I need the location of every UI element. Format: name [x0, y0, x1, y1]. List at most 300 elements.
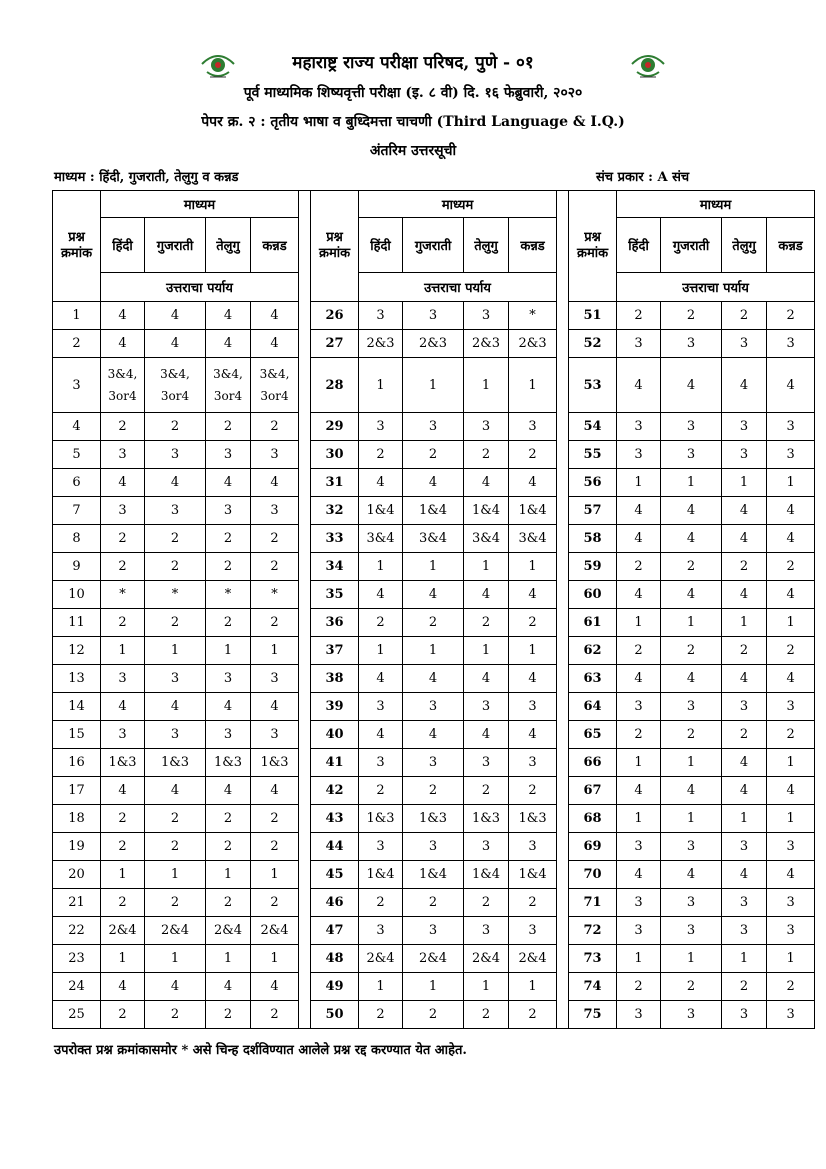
- answer-cell: 4: [464, 665, 509, 693]
- table-row: [53, 330, 815, 358]
- answer-cell: 1: [509, 637, 557, 665]
- question-number: 57: [569, 497, 617, 525]
- answer-cell: 4: [101, 777, 145, 805]
- answer-cell: 4: [509, 469, 557, 497]
- table-row: [53, 777, 815, 805]
- answer-cell: 3: [101, 441, 145, 469]
- answer-cell: 2: [661, 973, 722, 1001]
- answer-cell: 3: [145, 721, 206, 749]
- answer-cell: 1&3: [403, 805, 464, 833]
- question-number: 74: [569, 973, 617, 1001]
- answer-cell: 4: [145, 302, 206, 330]
- answer-cell: 4: [145, 330, 206, 358]
- answer-cell: 3: [359, 917, 403, 945]
- answer-cell: 2: [101, 889, 145, 917]
- medium-header: माध्यम: [617, 191, 815, 218]
- answer-cell: 4: [206, 973, 251, 1001]
- language-header: गुजराती: [661, 218, 722, 273]
- document-type: अंतरिम उत्तरसूची: [369, 143, 457, 159]
- answer-cell: 4: [206, 330, 251, 358]
- answer-option-header: उत्तराचा पर्याय: [101, 273, 299, 302]
- answer-cell: 2: [251, 805, 299, 833]
- question-number: 2: [53, 330, 101, 358]
- answer-cell: 2: [359, 777, 403, 805]
- question-number: 69: [569, 833, 617, 861]
- answer-cell: 2: [206, 805, 251, 833]
- question-number: 50: [311, 1001, 359, 1029]
- answer-cell: 4: [101, 302, 145, 330]
- answer-cell: 1: [617, 609, 661, 637]
- answer-cell: 1: [359, 973, 403, 1001]
- answer-cell: 4: [722, 358, 767, 413]
- question-number: 30: [311, 441, 359, 469]
- answer-cell: 2: [509, 777, 557, 805]
- answer-cell: 2: [661, 553, 722, 581]
- answer-cell: 3: [145, 665, 206, 693]
- table-row: [53, 413, 815, 441]
- answer-cell: 1: [767, 609, 815, 637]
- answer-cell: 3: [464, 833, 509, 861]
- answer-cell: 2: [359, 609, 403, 637]
- answer-cell: 2: [722, 553, 767, 581]
- answer-cell: 2: [464, 777, 509, 805]
- question-number: 31: [311, 469, 359, 497]
- answer-cell: 4: [509, 581, 557, 609]
- question-number-header: प्रश्न क्रमांक: [53, 191, 101, 302]
- answer-cell: 2: [464, 609, 509, 637]
- answer-cell: 2&4: [403, 945, 464, 973]
- answer-cell: 2: [145, 1001, 206, 1029]
- answer-cell: 2: [145, 413, 206, 441]
- question-number: 47: [311, 917, 359, 945]
- answer-cell: 1&3: [101, 749, 145, 777]
- answer-cell: 3: [722, 917, 767, 945]
- question-number: 59: [569, 553, 617, 581]
- answer-cell: 3: [464, 749, 509, 777]
- answer-cell: 3: [145, 441, 206, 469]
- answer-cell: *: [251, 581, 299, 609]
- question-number: 73: [569, 945, 617, 973]
- answer-cell: 4: [251, 693, 299, 721]
- answer-cell: 4: [722, 749, 767, 777]
- answer-cell: 4: [617, 581, 661, 609]
- answer-cell: 4: [464, 469, 509, 497]
- answer-cell: 2: [403, 777, 464, 805]
- table-row: [53, 525, 815, 553]
- answer-cell: 1&4: [403, 861, 464, 889]
- answer-cell: 1&4: [509, 497, 557, 525]
- answer-cell: *: [101, 581, 145, 609]
- answer-cell: 1: [617, 805, 661, 833]
- question-number: 41: [311, 749, 359, 777]
- answer-cell: 1&3: [509, 805, 557, 833]
- answer-cell: 2: [464, 441, 509, 469]
- table-row: [53, 358, 815, 413]
- answer-cell: 4: [767, 777, 815, 805]
- answer-cell: 1: [661, 945, 722, 973]
- answer-cell: 3&4: [403, 525, 464, 553]
- answer-cell: 3: [101, 665, 145, 693]
- answer-cell: 3: [464, 917, 509, 945]
- table-row: [53, 469, 815, 497]
- answer-cell: 2&3: [403, 330, 464, 358]
- answer-cell: 3: [509, 413, 557, 441]
- question-number: 19: [53, 833, 101, 861]
- answer-cell: 4: [464, 581, 509, 609]
- block-separator: [557, 191, 569, 1029]
- answer-cell: 1: [359, 553, 403, 581]
- question-number: 45: [311, 861, 359, 889]
- language-header: तेलुगु: [722, 218, 767, 273]
- answer-cell: 4: [722, 777, 767, 805]
- answer-cell: 2: [359, 1001, 403, 1029]
- answer-cell: 1: [617, 945, 661, 973]
- question-number: 70: [569, 861, 617, 889]
- answer-cell: 3: [359, 413, 403, 441]
- question-number: 11: [53, 609, 101, 637]
- answer-cell: 4: [767, 497, 815, 525]
- answer-cell: 1&3: [251, 749, 299, 777]
- answer-cell: 1: [661, 805, 722, 833]
- answer-cell: 2: [251, 833, 299, 861]
- answer-cell: 1: [403, 553, 464, 581]
- table-row: [53, 581, 815, 609]
- answer-cell: 4: [145, 777, 206, 805]
- answer-cell: 3: [359, 693, 403, 721]
- answer-cell: 1: [767, 805, 815, 833]
- answer-cell: 4: [661, 525, 722, 553]
- answer-cell: 1: [403, 973, 464, 1001]
- language-header: कन्नड: [251, 218, 299, 273]
- table-row: [53, 749, 815, 777]
- answer-cell: 1: [767, 469, 815, 497]
- question-number: 48: [311, 945, 359, 973]
- question-number: 63: [569, 665, 617, 693]
- answer-cell: 3&4: [464, 525, 509, 553]
- answer-cell: 3: [251, 721, 299, 749]
- question-number: 51: [569, 302, 617, 330]
- answer-cell: 3: [767, 693, 815, 721]
- answer-cell: 2: [767, 637, 815, 665]
- answer-cell: 3: [661, 413, 722, 441]
- answer-cell: 2: [145, 553, 206, 581]
- answer-cell: 2&4: [145, 917, 206, 945]
- question-number: 23: [53, 945, 101, 973]
- answer-cell: 1: [145, 861, 206, 889]
- question-number: 33: [311, 525, 359, 553]
- answer-cell: 2: [251, 525, 299, 553]
- answer-cell: 1: [206, 861, 251, 889]
- table-row: [53, 973, 815, 1001]
- answer-cell: 2: [206, 833, 251, 861]
- answer-cell: 1: [101, 945, 145, 973]
- answer-cell: 2&4: [359, 945, 403, 973]
- language-header: तेलुगु: [206, 218, 251, 273]
- answer-cell: 1: [722, 805, 767, 833]
- answer-cell: 2: [206, 889, 251, 917]
- question-number: 60: [569, 581, 617, 609]
- language-header: तेलुगु: [464, 218, 509, 273]
- table-row: [53, 805, 815, 833]
- question-number: 22: [53, 917, 101, 945]
- answer-cell: 2: [251, 1001, 299, 1029]
- answer-cell: 2: [617, 973, 661, 1001]
- answer-cell: 2: [509, 441, 557, 469]
- answer-cell: 3: [661, 330, 722, 358]
- answer-cell: 2: [617, 302, 661, 330]
- answer-cell: 4: [251, 777, 299, 805]
- question-number: 54: [569, 413, 617, 441]
- answer-cell: 4: [145, 469, 206, 497]
- question-number: 62: [569, 637, 617, 665]
- answer-cell: 3: [359, 749, 403, 777]
- answer-cell: 2: [145, 833, 206, 861]
- question-number: 29: [311, 413, 359, 441]
- answer-key-table: [52, 190, 815, 1029]
- answer-cell: 3: [767, 441, 815, 469]
- answer-cell: 4: [101, 469, 145, 497]
- answer-cell: 4: [206, 469, 251, 497]
- answer-cell: 1: [617, 469, 661, 497]
- question-number: 65: [569, 721, 617, 749]
- question-number: 52: [569, 330, 617, 358]
- answer-cell: 3: [206, 441, 251, 469]
- question-number: 12: [53, 637, 101, 665]
- question-number: 75: [569, 1001, 617, 1029]
- answer-cell: 3: [101, 497, 145, 525]
- answer-cell: 4: [359, 665, 403, 693]
- answer-cell: 4: [251, 330, 299, 358]
- answer-cell: 3: [509, 833, 557, 861]
- answer-cell: 3: [661, 917, 722, 945]
- medium-line: माध्यम : हिंदी, गुजराती, तेलुगु व कन्नड: [54, 170, 239, 185]
- answer-cell: 4: [464, 721, 509, 749]
- answer-cell: 3: [767, 330, 815, 358]
- answer-cell: 3: [206, 721, 251, 749]
- answer-cell: 2: [661, 302, 722, 330]
- answer-cell: 3: [722, 413, 767, 441]
- language-header: हिंदी: [617, 218, 661, 273]
- answer-cell: 3: [464, 302, 509, 330]
- answer-cell: 3: [403, 413, 464, 441]
- answer-cell: 2&4: [251, 917, 299, 945]
- table-row: [53, 497, 815, 525]
- answer-cell: 2: [101, 833, 145, 861]
- answer-cell: 2: [509, 889, 557, 917]
- answer-cell: 3: [617, 917, 661, 945]
- answer-cell: 1: [617, 749, 661, 777]
- question-number: 40: [311, 721, 359, 749]
- answer-cell: 1: [251, 945, 299, 973]
- answer-cell: 3: [403, 749, 464, 777]
- answer-cell: 3&4: [359, 525, 403, 553]
- question-number: 3: [53, 358, 101, 413]
- answer-cell: 1: [767, 945, 815, 973]
- answer-cell: 1&4: [464, 497, 509, 525]
- answer-cell: 2: [403, 609, 464, 637]
- answer-cell: 4: [145, 693, 206, 721]
- answer-cell: 2: [767, 721, 815, 749]
- answer-cell: 1: [101, 637, 145, 665]
- answer-cell: 2: [661, 721, 722, 749]
- answer-cell: 1: [101, 861, 145, 889]
- answer-cell: 3: [661, 1001, 722, 1029]
- question-number: 58: [569, 525, 617, 553]
- answer-cell: 4: [509, 665, 557, 693]
- answer-cell: 3: [403, 917, 464, 945]
- answer-cell: 2: [617, 721, 661, 749]
- answer-cell: 2: [206, 553, 251, 581]
- table-row: [53, 833, 815, 861]
- medium-header: माध्यम: [359, 191, 557, 218]
- answer-cell: 1: [509, 973, 557, 1001]
- table-row: [53, 889, 815, 917]
- answer-cell: 4: [359, 721, 403, 749]
- answer-cell: 4: [403, 469, 464, 497]
- answer-cell: 1: [722, 945, 767, 973]
- question-number: 32: [311, 497, 359, 525]
- answer-cell: 4: [722, 861, 767, 889]
- answer-cell: 2: [101, 525, 145, 553]
- answer-cell: 3: [767, 1001, 815, 1029]
- answer-cell: 2&3: [464, 330, 509, 358]
- question-number-header: प्रश्न क्रमांक: [311, 191, 359, 302]
- answer-cell: 4: [767, 861, 815, 889]
- answer-cell: 2: [145, 609, 206, 637]
- answer-cell: 2: [617, 637, 661, 665]
- language-header: हिंदी: [101, 218, 145, 273]
- answer-cell: 2&4: [464, 945, 509, 973]
- exam-subtitle: पूर्व माध्यमिक शिष्यवृत्ती परीक्षा (इ. ८ वी) दि. १६ फेब्रुवारी, २०२०: [243, 85, 583, 101]
- answer-cell: 4: [767, 665, 815, 693]
- language-header: गुजराती: [403, 218, 464, 273]
- answer-cell: 1&4: [359, 497, 403, 525]
- question-number: 53: [569, 358, 617, 413]
- answer-cell: 4: [661, 358, 722, 413]
- answer-cell: 3: [617, 889, 661, 917]
- answer-cell: 1&3: [206, 749, 251, 777]
- answer-cell: 4: [617, 358, 661, 413]
- answer-cell: 4: [403, 581, 464, 609]
- table-row: [53, 609, 815, 637]
- question-number: 10: [53, 581, 101, 609]
- answer-cell: 2: [101, 413, 145, 441]
- question-number: 14: [53, 693, 101, 721]
- language-header: कन्नड: [767, 218, 815, 273]
- answer-cell: 3: [661, 441, 722, 469]
- cancelled-questions-note: उपरोक्त प्रश्न क्रमांकासमोर * असे चिन्ह दर्शविण्यात आलेले प्रश्न रद्द करण्यात येत आहेत.: [54, 1043, 467, 1058]
- answer-cell: *: [206, 581, 251, 609]
- answer-cell: 1: [661, 609, 722, 637]
- question-number: 37: [311, 637, 359, 665]
- answer-cell: 4: [661, 861, 722, 889]
- question-number: 56: [569, 469, 617, 497]
- table-row: [53, 861, 815, 889]
- answer-cell: 3: [464, 413, 509, 441]
- question-number: 9: [53, 553, 101, 581]
- answer-cell: 2: [145, 805, 206, 833]
- language-header: कन्नड: [509, 218, 557, 273]
- answer-cell: 1: [722, 609, 767, 637]
- question-number: 1: [53, 302, 101, 330]
- answer-cell: 3: [206, 497, 251, 525]
- block-separator: [299, 191, 311, 1029]
- table-row: [53, 441, 815, 469]
- table-row: [53, 637, 815, 665]
- question-number: 42: [311, 777, 359, 805]
- question-number: 4: [53, 413, 101, 441]
- answer-cell: 1: [464, 637, 509, 665]
- answer-cell: 2: [767, 553, 815, 581]
- answer-cell: 2: [101, 1001, 145, 1029]
- answer-cell: 4: [722, 581, 767, 609]
- question-number: 36: [311, 609, 359, 637]
- answer-cell: 2: [403, 441, 464, 469]
- answer-cell: 2: [767, 302, 815, 330]
- answer-cell: 2: [509, 609, 557, 637]
- answer-cell: 4: [722, 497, 767, 525]
- answer-cell: *: [509, 302, 557, 330]
- answer-cell: 3&4, 3or4: [145, 358, 206, 413]
- answer-cell: 1: [145, 945, 206, 973]
- answer-cell: 4: [767, 358, 815, 413]
- answer-cell: 4: [661, 665, 722, 693]
- table-row: [53, 553, 815, 581]
- question-number: 46: [311, 889, 359, 917]
- answer-cell: 1: [509, 358, 557, 413]
- answer-cell: 2: [206, 1001, 251, 1029]
- answer-cell: 2: [251, 889, 299, 917]
- question-number: 21: [53, 889, 101, 917]
- answer-cell: 4: [101, 693, 145, 721]
- language-header: गुजराती: [145, 218, 206, 273]
- answer-cell: 3: [617, 330, 661, 358]
- answer-cell: 2: [403, 1001, 464, 1029]
- answer-cell: 2: [464, 889, 509, 917]
- answer-cell: 2: [251, 413, 299, 441]
- answer-cell: 2: [206, 413, 251, 441]
- answer-cell: 3: [617, 413, 661, 441]
- answer-cell: 4: [617, 525, 661, 553]
- answer-cell: 3: [251, 441, 299, 469]
- answer-cell: 3: [145, 497, 206, 525]
- answer-cell: 4: [617, 777, 661, 805]
- question-number: 20: [53, 861, 101, 889]
- answer-cell: 2: [145, 525, 206, 553]
- table-row: [53, 665, 815, 693]
- answer-cell: 2: [464, 1001, 509, 1029]
- answer-cell: 2: [359, 441, 403, 469]
- answer-cell: 3: [359, 302, 403, 330]
- question-number: 17: [53, 777, 101, 805]
- answer-cell: 3: [251, 497, 299, 525]
- answer-cell: 1&4: [464, 861, 509, 889]
- answer-cell: 2: [101, 553, 145, 581]
- paper-title: पेपर क्र. २ : तृतीय भाषा व बुध्दिमत्ता चाचणी (Third Language & I.Q.): [201, 114, 625, 130]
- answer-cell: 3: [251, 665, 299, 693]
- table-row: [53, 302, 815, 330]
- question-number: 35: [311, 581, 359, 609]
- answer-cell: 2: [206, 525, 251, 553]
- answer-cell: 4: [617, 861, 661, 889]
- question-number: 8: [53, 525, 101, 553]
- set-type: संच प्रकार : A संच: [596, 170, 690, 185]
- answer-cell: 4: [206, 777, 251, 805]
- table-row: [53, 1001, 815, 1029]
- question-number: 67: [569, 777, 617, 805]
- answer-cell: 2&4: [206, 917, 251, 945]
- answer-cell: 3: [767, 889, 815, 917]
